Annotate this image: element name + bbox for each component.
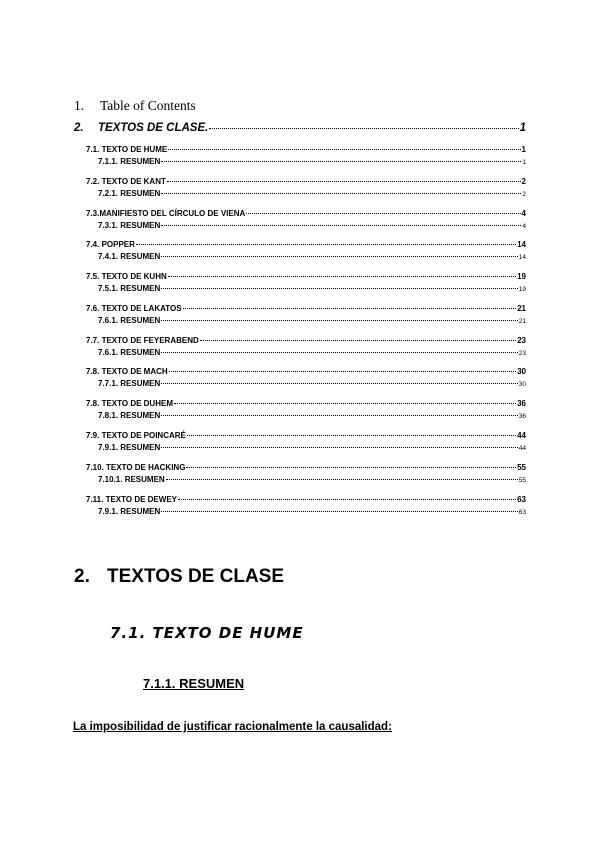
toc-entry-popper-resumen[interactable] bbox=[98, 252, 526, 261]
toc-entry-label: 7.5.1. RESUMEN bbox=[98, 284, 161, 293]
toc-dot-leader bbox=[209, 128, 518, 129]
toc-entry-duhem-resumen[interactable] bbox=[98, 411, 526, 420]
toc-entry-mach-resumen[interactable] bbox=[98, 379, 526, 388]
toc-entry-kuhn-resumen[interactable] bbox=[98, 284, 526, 293]
toc-entry-label: 7.7.1. RESUMEN bbox=[98, 379, 161, 388]
toc-dot-leader bbox=[174, 403, 516, 404]
toc-entry-hume[interactable] bbox=[86, 145, 526, 154]
toc-entry-page: 1 bbox=[519, 122, 526, 134]
toc-entry-page: 36 bbox=[517, 399, 526, 408]
toc-dot-leader bbox=[168, 149, 520, 150]
toc-entry-page: 4 bbox=[522, 223, 526, 230]
toc-entry-label: 7.2. TEXTO DE KANT bbox=[86, 177, 166, 186]
toc-dot-leader bbox=[161, 511, 518, 512]
toc-entry-page: 36 bbox=[518, 413, 526, 420]
toc-dot-leader bbox=[246, 213, 520, 214]
toc-dot-leader bbox=[167, 181, 521, 182]
toc-entry-feyerabend[interactable] bbox=[86, 336, 526, 345]
toc-entry-page: 55 bbox=[518, 477, 526, 484]
toc-entry-page: 23 bbox=[517, 336, 526, 345]
toc-entry-label: 2. TEXTOS DE CLASE. bbox=[74, 122, 209, 134]
toc-entry-label: 7.9. TEXTO DE POINCARÉ bbox=[86, 431, 186, 440]
toc-dot-leader bbox=[161, 288, 518, 289]
toc-dot-leader bbox=[161, 415, 518, 416]
toc-entry-label: 7.7. TEXTO DE FEYERABEND bbox=[86, 336, 199, 345]
toc-dot-leader bbox=[161, 161, 521, 162]
paragraph-title: La imposibilidad de justificar racionalmente la causalidad: bbox=[73, 721, 392, 733]
toc-entry-page: 44 bbox=[517, 431, 526, 440]
toc-dot-leader bbox=[161, 193, 521, 194]
toc-dot-leader bbox=[161, 352, 518, 353]
toc-entry-dewey[interactable] bbox=[86, 495, 526, 504]
toc-entry-dewey-resumen[interactable] bbox=[98, 507, 526, 516]
toc-entry-label: 7.3.MANIFIESTO DEL CÍRCULO DE VIENA bbox=[86, 209, 246, 218]
toc-entry-circulo-viena-resumen[interactable] bbox=[98, 221, 526, 230]
toc-dot-leader bbox=[169, 371, 516, 372]
toc-entry-page: 30 bbox=[517, 367, 526, 376]
toc-dot-leader bbox=[161, 320, 518, 321]
toc-entry-label: 7.4. POPPER bbox=[86, 240, 135, 249]
toc-dot-leader bbox=[161, 447, 518, 448]
toc-entry-label: 7.1.1. RESUMEN bbox=[98, 157, 161, 166]
toc-entry-page: 19 bbox=[518, 286, 526, 293]
toc-entry-page: 2 bbox=[521, 177, 526, 186]
toc-entry-hume-resumen[interactable] bbox=[98, 157, 526, 166]
toc-dot-leader bbox=[161, 256, 518, 257]
toc-entry-page: 21 bbox=[517, 304, 526, 313]
toc-heading-text: Table of Contents bbox=[100, 98, 196, 113]
toc-entry-hacking-resumen[interactable] bbox=[98, 475, 526, 484]
toc-entry-mach[interactable] bbox=[86, 367, 526, 376]
toc-entry-page: 1 bbox=[522, 159, 526, 166]
toc-entry-page: 14 bbox=[517, 240, 526, 249]
toc-dot-leader bbox=[161, 383, 518, 384]
toc-entry-label: 7.6. TEXTO DE LAKATOS bbox=[86, 304, 182, 313]
toc-entry-poincare[interactable] bbox=[86, 431, 526, 440]
toc-entry-duhem[interactable] bbox=[86, 399, 526, 408]
toc-entry-page: 4 bbox=[521, 209, 526, 218]
toc-dot-leader bbox=[187, 435, 516, 436]
section-heading-1-text: TEXTOS DE CLASE bbox=[107, 566, 285, 587]
toc-entry-poincare-resumen[interactable] bbox=[98, 443, 526, 452]
toc-dot-leader bbox=[183, 308, 517, 309]
toc-entry-label: 7.9.1. RESUMEN bbox=[98, 507, 161, 516]
toc-entry-label: 7.8.1. RESUMEN bbox=[98, 411, 161, 420]
toc-entry-lakatos[interactable] bbox=[86, 304, 526, 313]
toc-entry-page: 19 bbox=[517, 272, 526, 281]
toc-entry-feyerabend-resumen[interactable] bbox=[98, 348, 526, 357]
toc-entry-page: 21 bbox=[518, 318, 526, 325]
toc-entry-page: 63 bbox=[518, 509, 526, 516]
toc-entry-kant[interactable] bbox=[86, 177, 526, 186]
toc-entry-popper[interactable] bbox=[86, 240, 526, 249]
toc-entry-page: 63 bbox=[517, 495, 526, 504]
toc-entry-textos-de-clase[interactable] bbox=[74, 122, 526, 134]
section-heading-1-number: 2. bbox=[74, 566, 90, 587]
toc-dot-leader bbox=[166, 479, 518, 480]
toc-entry-page: 55 bbox=[517, 463, 526, 472]
toc-heading bbox=[74, 98, 196, 114]
toc-dot-leader bbox=[186, 467, 516, 468]
toc-entry-label: 7.8. TEXTO DE MACH bbox=[86, 367, 168, 376]
toc-entry-label: 7.1. TEXTO DE HUME bbox=[86, 145, 168, 154]
toc-entry-page: 44 bbox=[518, 445, 526, 452]
toc-entry-label: 7.11. TEXTO DE DEWEY bbox=[86, 495, 177, 504]
toc-entry-kant-resumen[interactable] bbox=[98, 189, 526, 198]
toc-entry-label: 7.9.1. RESUMEN bbox=[98, 443, 161, 452]
toc-dot-leader bbox=[168, 276, 516, 277]
toc-entry-kuhn[interactable] bbox=[86, 272, 526, 281]
toc-entry-label: 7.2.1. RESUMEN bbox=[98, 189, 161, 198]
section-heading-3: 7.1.1. RESUMEN bbox=[143, 676, 245, 691]
toc-entry-lakatos-resumen[interactable] bbox=[98, 316, 526, 325]
toc-entry-label: 7.10.1. RESUMEN bbox=[98, 475, 165, 484]
toc-entry-label: 7.6.1. RESUMEN bbox=[98, 316, 161, 325]
section-heading-1 bbox=[74, 566, 284, 588]
toc-entry-label: 7.4.1. RESUMEN bbox=[98, 252, 161, 261]
toc-entry-page: 14 bbox=[518, 254, 526, 261]
toc-entry-label: 7.10. TEXTO DE HACKING bbox=[86, 463, 186, 472]
toc-entry-label: 7.3.1. RESUMEN bbox=[98, 221, 161, 230]
toc-entry-hacking[interactable] bbox=[86, 463, 526, 472]
section-heading-2: 7.1. TEXTO DE HUME bbox=[110, 624, 304, 642]
toc-dot-leader bbox=[161, 225, 521, 226]
toc-entry-page: 30 bbox=[518, 381, 526, 388]
toc-dot-leader bbox=[136, 244, 516, 245]
toc-dot-leader bbox=[178, 499, 516, 500]
toc-entry-page: 1 bbox=[521, 145, 526, 154]
toc-entry-label: 7.5. TEXTO DE KUHN bbox=[86, 272, 167, 281]
toc-entry-circulo-viena[interactable] bbox=[86, 209, 526, 218]
toc-entry-label: 7.8. TEXTO DE DUHEM bbox=[86, 399, 173, 408]
toc-heading-number: 1. bbox=[74, 98, 85, 113]
toc-entry-page: 2 bbox=[522, 191, 526, 198]
toc-entry-label: 7.6.1. RESUMEN bbox=[98, 348, 161, 357]
toc-entry-page: 23 bbox=[518, 350, 526, 357]
toc-dot-leader bbox=[200, 340, 516, 341]
